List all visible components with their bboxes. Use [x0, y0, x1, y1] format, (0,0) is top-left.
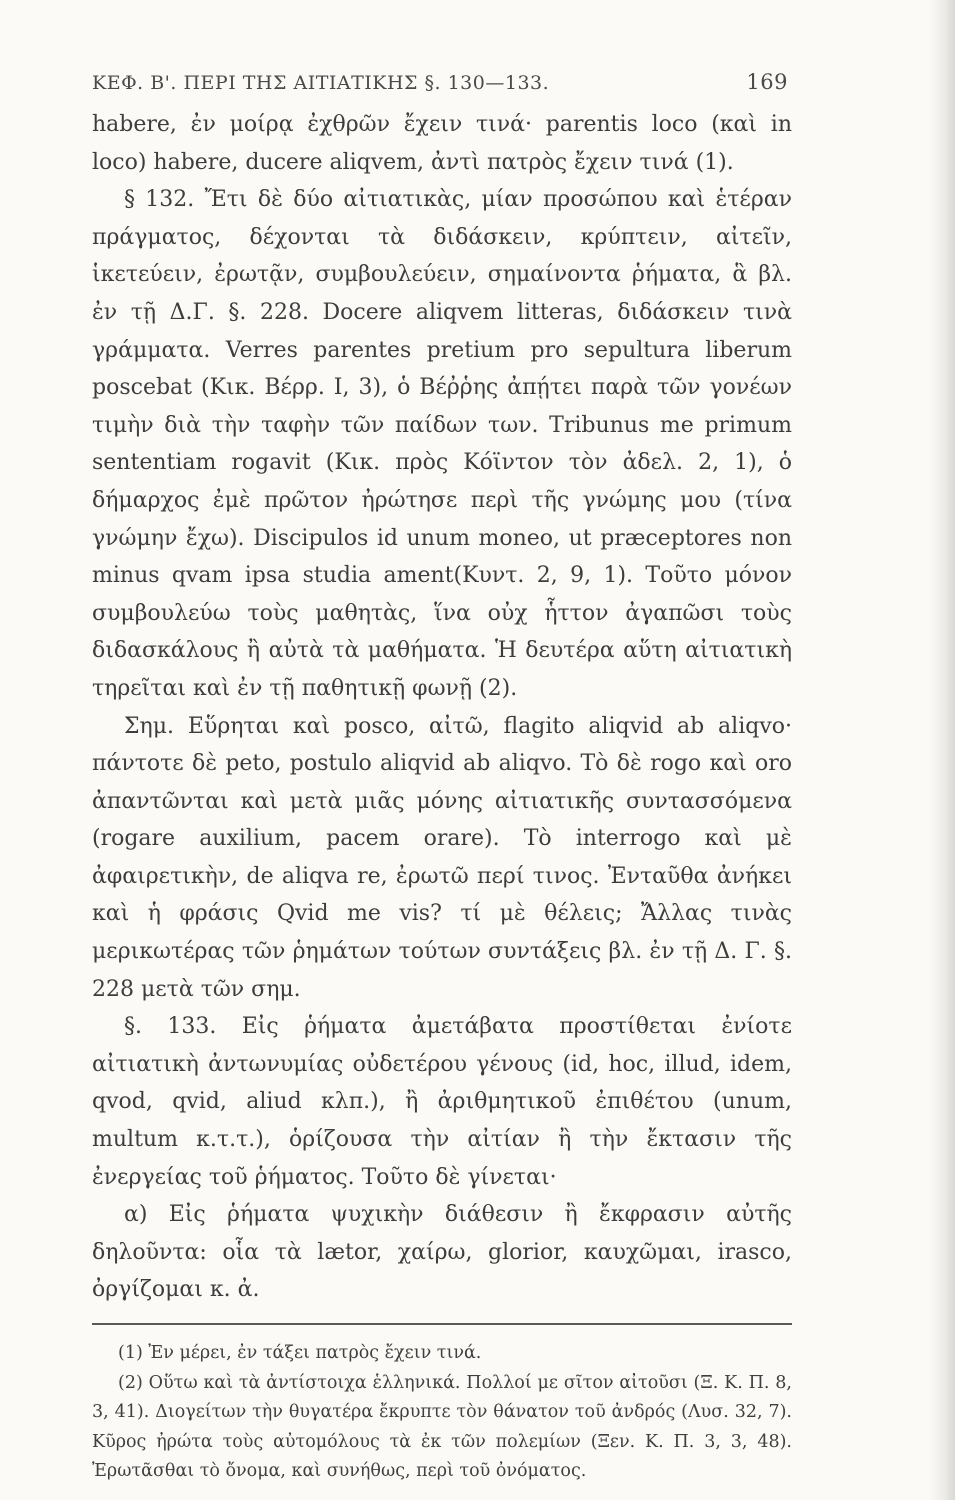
body-text — [92, 106, 792, 1309]
footnotes — [92, 1339, 792, 1487]
paragraph-section-132: § 132. Ἔτι δὲ δύο αἰτιατικὰς, μίαν προσώπου καὶ ἑτέραν πράγματος, δέχονται τὰ διδάσκειν, κρύπτειν, αἰτεῖν, ἱκετεύειν, ἐρωτᾷν, συμβουλεύειν, σημαίνοντα ῥήματα, ἃ βλ. ἐν τῇ Δ.Γ. §. 228. Docere aliqvem litteras, διδάσκειν τινὰ γράμματα. Verres parentes pretium pro sepultura liberum poscebat (Κικ. Βέρρ. I, 3), ὁ Βέῤῥης ἀπῄτει παρὰ τῶν γονέων τιμὴν διὰ τὴν ταφὴν τῶν παίδων των. Tribunus me primum sententiam rogavit (Κικ. πρὸς Κόϊντον τὸν ἀδελ. 2, 1), ὁ δήμαρχος ἐμὲ πρῶτον ἠρώτησε περὶ τῆς γνώμης μου (τίνα γνώμην ἔχω). Discipulos id unum moneo, ut præceptores non minus qvam ipsa studia ament(Κυντ. 2, 9, 1). Τοῦτο μόνον συμβουλεύω τοὺς μαθητὰς, ἵνα οὐχ ἧττον ἀγαπῶσι τοὺς διδασκάλους ἢ αὐτὰ τὰ μαθήματα. Ἡ δευτέρα αὕτη αἰτιατικὴ τηρεῖται καὶ ἐν τῇ παθητικῇ φωνῇ (2). — [92, 187, 792, 701]
paragraph-continuation: habere, ἐν μοίρᾳ ἐχθρῶν ἔχειν τινά· parentis loco (καὶ in loco) habere, ducere aliqvem, ἀντὶ πατρὸς ἔχειν τινά (1). — [92, 112, 792, 175]
chapter-heading: ΚΕΦ. Β'. ΠΕΡΙ ΤΗΣ ΑΙΤΙΑΤΙΚΗΣ §. 130—133. — [92, 72, 550, 94]
book-page — [92, 70, 792, 1487]
scan-edge-shadow — [929, 0, 955, 1500]
paragraph-item-a: α) Εἰς ῥήματα ψυχικὴν διάθεσιν ἢ ἔκφρασιν αὐτῆς δηλοῦντα: οἷα τὰ lætor, χαίρω, glorior, καυχῶμαι, irasco, ὀργίζομαι κ. ἀ. — [92, 1202, 792, 1303]
paragraph-note: Σημ. Εὕρηται καὶ posco, αἰτῶ, flagito aliqvid ab aliqvo· πάντοτε δὲ peto, postulo aliqvid ab aliqvo. Τὸ δὲ rogo καὶ oro ἀπαντῶνται καὶ μετὰ μιᾶς μόνης αἰτιατικῆς συντασσόμενα (rogare auxilium, pacem orare). Τὸ interrogo καὶ μὲ ἀφαιρετικὴν, de aliqva re, ἐρωτῶ περί τινος. Ἐνταῦθα ἀνήκει καὶ ἡ φράσις Qvid me vis? τί μὲ θέλεις; Ἄλλας τινὰς μερικωτέρας τῶν ῥημάτων τούτων συντάξεις βλ. ἐν τῇ Δ. Γ. §. 228 μετὰ τῶν σημ. — [92, 713, 792, 1002]
page-number: 169 — [746, 70, 788, 94]
paragraph-section-133: §. 133. Εἰς ῥήματα ἀμετάβατα προστίθεται ἐνίοτε αἰτιατικὴ ἀντωνυμίας οὐδετέρου γένους (id, hoc, illud, idem, qvod, qvid, aliud κλπ.), ἢ ἀριθμητικοῦ ἐπιθέτου (unum, multum κ.τ.τ.), ὁρίζουσα τὴν αἰτίαν ἢ τὴν ἔκτασιν τῆς ἐνεργείας τοῦ ῥήματος. Τοῦτο δὲ γίνεται· — [92, 1014, 792, 1190]
footnote-rule — [92, 1323, 792, 1325]
running-head — [92, 70, 792, 106]
footnote-1: (1) Ἐν μέρει, ἐν τάξει πατρὸς ἔχειν τινά. — [118, 1343, 482, 1363]
footnote-2: (2) Οὕτω καὶ τὰ ἀντίστοιχα ἑλληνικά. Πολλοί με σῖτον αἰτοῦσι (Ξ. Κ. Π. 8, 3, 41). Διογείτων τὴν θυγατέρα ἔκρυπτε τὸν θάνατον τοῦ ἀνδρός (Λυσ. 32, 7). Κῦρος ἠρώτα τοὺς αὐτομόλους τὰ ἐκ τῶν πολεμίων (Ξεν. Κ. Π. 3, 3, 48). Ἐρωτᾶσθαι τὸ ὄνομα, καὶ συνήθως, περὶ τοῦ ὀνόματος. — [92, 1372, 792, 1481]
